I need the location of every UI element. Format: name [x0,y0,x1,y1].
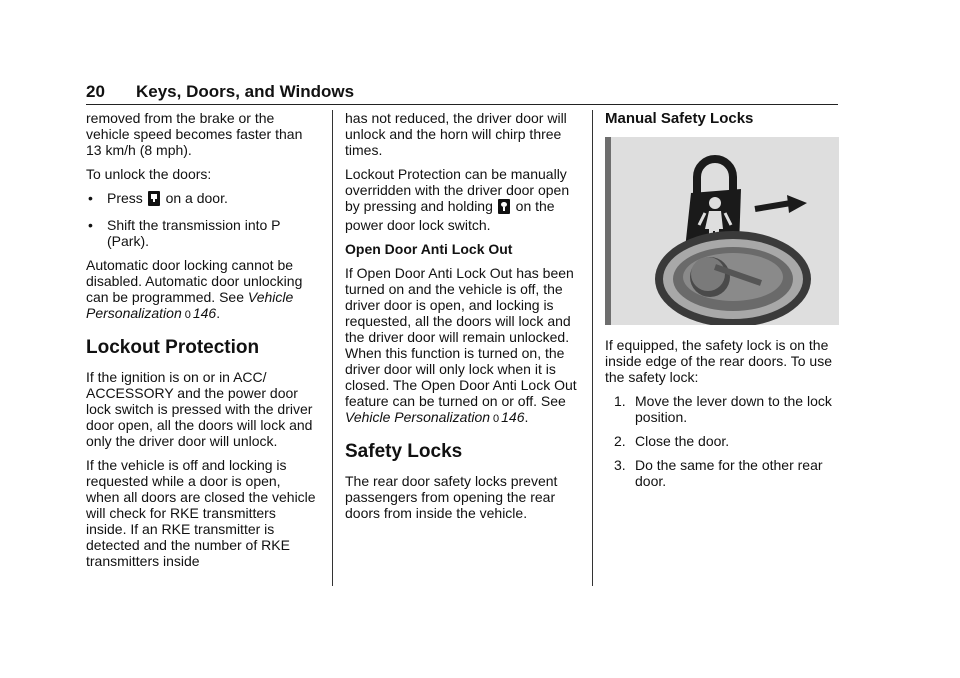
paragraph-text: If Open Door Anti Lock Out has been turned on and the vehicle is off, the driver door is open, and locking is requested, all the doors will lock and the driver door will remain unlocked. When this function is turned on, the driver door will only lock when it is closed. The Open Door Anti Lock Out feature can be turned on or off. See [345,265,577,409]
lock-icon [498,199,510,217]
list-number: 2. [614,433,626,449]
list-item [605,393,840,425]
bullet-text: Press [107,190,143,206]
list-text: Do the same for the other rear door. [635,457,823,489]
paragraph-text: Lockout Protection can be manually overridden with the driver door open by pressing and holding [345,166,570,214]
section-heading-lockout: Lockout Protection [86,337,260,358]
bullet-marker: • [88,217,93,233]
bullet-text: on a door. [165,190,228,206]
paragraph: If the vehicle is off and locking is requested while a door is open, when all doors are closed the vehicle will check for RKE transmitters inside. If an RKE transmitter is detected and the number of RKE transmitters inside [86,457,316,569]
paragraph [345,166,585,233]
list-item [605,457,840,489]
paragraph: To unlock the doors: [86,166,212,182]
column-divider [332,110,333,586]
paragraph [345,265,585,427]
list-item [605,433,840,449]
column-2 [345,110,585,529]
paragraph-text: . [216,305,221,321]
cross-reference-link[interactable]: Vehicle Personalization [345,409,491,425]
paragraph: If equipped, the safety lock is on the inside edge of the rear doors. To use the safety lock: [605,337,833,385]
column-divider [592,110,593,586]
paragraph: If the ignition is on or in ACC/ ACCESSORY and the power door lock switch is pressed with the driver door open, all the doors will lock and only the driver door will unlock. [86,369,313,449]
bullet-item [86,217,316,249]
cross-reference-link[interactable]: Vehicle Personalization [86,289,294,321]
list-text: Move the lever down to the lock position. [635,393,832,425]
cross-reference-page[interactable]: 146 [501,409,525,425]
cross-reference-page[interactable]: 146 [192,305,217,321]
page-ref-arrow: 0 [493,413,500,425]
column-1 [86,110,316,577]
paragraph [86,257,316,323]
paragraph: has not reduced, the driver door will unlock and the horn will chirp three times. [345,110,567,158]
bullet-text: Shift the transmission into P (Park). [107,217,281,249]
section-heading-safety-locks: Safety Locks [345,441,463,462]
list-number: 1. [614,393,626,409]
paragraph-text: on the power door lock switch. [345,198,555,233]
chapter-title: Keys, Doors, and Windows [136,82,355,101]
list-text: Close the door. [635,433,730,449]
paragraph: The rear door safety locks prevent passengers from opening the rear doors from inside the vehicle. [345,473,558,521]
page-ref-arrow: 0 [184,309,191,321]
page-number: 20 [86,82,105,101]
bullet-item [86,190,316,209]
lock-lever [655,231,811,325]
paragraph: removed from the brake or the vehicle speed becomes faster than 13 km/h (8 mph). [86,110,303,158]
page-header [86,82,838,105]
paragraph-text: Automatic door locking cannot be disabled. Automatic door unlocking can be programmed. See [86,257,303,305]
bullet-marker: • [88,190,93,206]
subheading-anti-lock-out: Open Door Anti Lock Out [345,241,513,257]
list-number: 3. [614,457,626,473]
paragraph-text: . [524,409,529,425]
unlock-icon [148,191,160,209]
section-heading-manual-safety-locks: Manual Safety Locks [605,110,754,127]
column-3 [605,110,840,497]
safety-lock-photo [605,137,839,325]
